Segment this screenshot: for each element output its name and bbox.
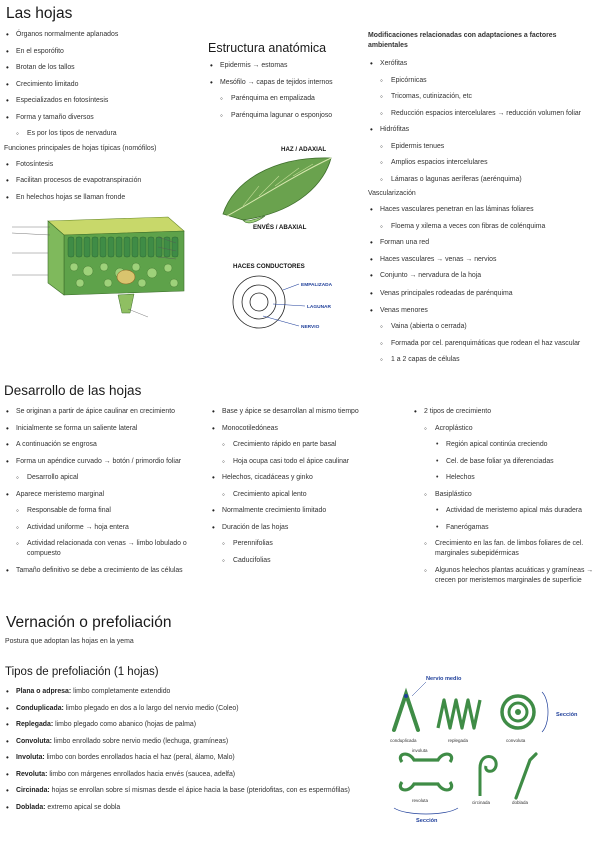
tipo-label: Revoluta:	[16, 770, 48, 778]
desarrollo-a-item: • Se originan a partir de ápice caulinar en crecimiento	[4, 407, 204, 417]
desarrollo-c-item: • Región apical continúa creciendo	[434, 440, 598, 450]
desarrollo-a-item: • Inicialmente se forma un saliente lateral	[4, 424, 204, 434]
seccion-label-2: Sección	[416, 818, 438, 824]
desarrollo-b-item: • Normalmente crecimiento limitado	[210, 506, 410, 516]
modificacion-item: ◦ Tricomas, cutinización, etc	[379, 92, 596, 102]
circinada-shape	[480, 757, 496, 797]
leaf-blade	[223, 158, 331, 220]
haces-conductores-diagram	[213, 260, 363, 330]
desarrollo-b-item: • Monocotiledóneas	[210, 424, 410, 434]
tipo-text: limbo con márgenes enrollados hacia envés (saucea, adelfa)	[47, 770, 236, 778]
desarrollo-b-item: • Helechos, cicadáceas y ginko	[210, 473, 410, 483]
desarrollo-a-item: • A continuación se engrosa	[4, 440, 204, 450]
nervio-label: NERVIO	[301, 325, 320, 330]
desarrollo-col-a	[4, 407, 204, 582]
column-modificaciones	[368, 31, 596, 372]
desarrollo-a-item: • Forma un apéndice curvado → botón / primordio foliar	[4, 457, 204, 467]
modificacion-item: • Xerófitas	[368, 59, 596, 69]
desarrollo-b-item: ◦ Perennifolias	[221, 539, 410, 549]
vernacion-heading: Vernación o prefoliación	[6, 614, 172, 631]
seccion-label-1: Sección	[556, 712, 578, 718]
desarrollo-heading: Desarrollo de las hojas	[4, 383, 142, 398]
desarrollo-c-item: ◦ Basiplástico	[423, 490, 598, 500]
tipo-text: limbo plegado en dos a lo largo del nervio medio (Coleo)	[63, 704, 239, 712]
venas-item: ◦ Formada por cel. parenquimáticas que rodean el haz vascular	[379, 339, 596, 349]
tipo-text: hojas se enrollan sobre sí mismas desde el ápice hacia la base (pteridofitas, con es espermófilas)	[49, 787, 350, 794]
tipo-prefoliacion-item	[4, 737, 379, 747]
vernacion-intro: Postura que adoptan las hojas en la yema	[5, 638, 134, 645]
desarrollo-list-a	[4, 407, 204, 576]
tipos-block	[4, 687, 379, 819]
tipo-prefoliacion-item	[4, 720, 379, 730]
modificaciones-list	[368, 59, 596, 185]
desarrollo-b-item: ◦ Crecimiento apical lento	[221, 490, 410, 500]
general-item: • Especializados en fotosíntesis	[4, 96, 199, 106]
venas-item: • Venas principales rodeadas de parénquima	[368, 289, 596, 299]
desarrollo-b-item: • Duración de las hojas	[210, 523, 410, 533]
desarrollo-c-item: • Helechos	[434, 473, 598, 483]
modificacion-item: ◦ Epidermis tenues	[379, 142, 596, 152]
venas-item: ◦ 1 a 2 capas de células	[379, 355, 596, 365]
tipo-label: Involuta:	[16, 754, 45, 761]
column-general	[4, 30, 199, 209]
general-item: • En el esporófito	[4, 47, 199, 57]
estructura-list	[208, 61, 356, 121]
tipo-label: Plana o adpresa:	[16, 688, 72, 695]
desarrollo-b-item: ◦ Caducifolias	[221, 556, 410, 566]
general-item: • Órganos normalmente aplanados	[4, 30, 199, 40]
tipo-label: Convoluta:	[16, 737, 52, 745]
desarrollo-a-item: ◦ Responsable de forma final	[15, 506, 204, 516]
circinada-label: circinada	[472, 800, 491, 805]
tipos-heading: Tipos de prefoliación (1 hojas)	[5, 666, 159, 678]
tipo-prefoliacion-item	[4, 687, 379, 697]
modificacion-item: • Hidrófitas	[368, 125, 596, 135]
vascularizacion-heading: Vascularización	[368, 190, 416, 197]
modificacion-item: ◦ Epicórnicas	[379, 76, 596, 86]
tipo-text: limbo completamente extendido	[71, 688, 171, 695]
involuta-shape	[400, 754, 451, 762]
conduplicada-label: conduplicada	[390, 738, 417, 743]
funcion-item: • Fotosíntesis	[4, 160, 199, 170]
middle-ring	[242, 285, 276, 319]
funciones-list	[4, 160, 199, 203]
general-item: • Crecimiento limitado	[4, 80, 199, 90]
tipo-text: limbo enrollado sobre nervio medio (lechuga, gramíneas)	[51, 737, 229, 745]
general-item: • Forma y tamaño diversos	[4, 113, 199, 123]
nervio-medio-label: Nervio medio	[426, 676, 462, 682]
estructura-heading: Estructura anatómica	[208, 41, 327, 55]
desarrollo-c-item: • Fanerógamas	[434, 523, 598, 533]
tipo-prefoliacion-item	[4, 803, 379, 813]
doblada-label: doblada	[512, 800, 529, 805]
column-estructura	[208, 41, 356, 127]
estructura-item: • Epidermis → estomas	[208, 61, 356, 71]
enves-label: ENVÉS / ABAXIAL	[253, 224, 307, 230]
venas-item: ◦ Vaina (abierta o cerrada)	[379, 322, 596, 332]
estructura-item: ◦ Parénquima en empalizada	[219, 94, 356, 104]
desarrollo-c-item: • Actividad de meristemo apical más duradera	[434, 506, 598, 516]
revoluta-label: revoluta	[412, 798, 429, 803]
tipo-prefoliacion-item	[4, 753, 379, 763]
general-item: • Brotan de los tallos	[4, 63, 199, 73]
venas-item: • Venas menores	[368, 306, 596, 316]
conduplicada-shape	[394, 694, 418, 730]
funcion-item: • En helechos hojas se llaman fronde	[4, 193, 199, 203]
tipo-label: Conduplicada:	[16, 704, 64, 712]
vascularizacion-item: ◦ Floema y xilema a veces con fibras de colénquima	[379, 222, 596, 232]
vascularizacion-item: • Forman una red	[368, 238, 596, 248]
estructura-item: • Mesófilo → capas de tejidos internos	[208, 78, 356, 88]
desarrollo-col-b	[210, 407, 410, 572]
prefoliacion-figure	[386, 670, 598, 826]
page-title: Las hojas	[6, 5, 73, 22]
convoluta-label: convoluta	[506, 738, 526, 743]
desarrollo-b-item: ◦ Hoja ocupa casi todo el ápice caulinar	[221, 457, 410, 467]
desarrollo-list-c	[412, 407, 598, 586]
haz-label: HAZ / ADAXIAL	[281, 146, 327, 153]
modificacion-item: ◦ Reducción espacios intercelulares → reducción volumen foliar	[379, 109, 596, 119]
vascularizacion-item: • Conjunto → nervadura de la hoja	[368, 271, 596, 281]
leaf-cross-section-diagram	[8, 213, 186, 325]
inner-ring	[250, 293, 268, 311]
tipo-label: Replegada:	[16, 721, 54, 728]
modificaciones-heading: Modificaciones relacionadas con adaptaciones a factores ambientales	[368, 32, 557, 49]
empalizada-label: EMPALIZADA	[301, 283, 333, 288]
modificacion-item: ◦ Lámaras o lagunas aeríferas (aerénquima)	[379, 175, 596, 185]
desarrollo-c-item: ◦ Algunos helechos plantas acuáticas y gramíneas → crecen por meristemos marginales de superficie	[423, 566, 598, 586]
desarrollo-c-item: • Cel. de base foliar ya diferenciadas	[434, 457, 598, 467]
desarrollo-c-item: ◦ Crecimiento en las fan. de limbos foliares de cel. marginales subepidérmicas	[423, 539, 598, 559]
leaf-haz-enves-diagram	[213, 142, 363, 230]
estructura-item: ◦ Parénquima lagunar o esponjoso	[219, 111, 356, 121]
desarrollo-a-item: • Tamaño definitivo se debe a crecimiento de las células	[4, 566, 204, 576]
vascular-bundle	[117, 270, 135, 284]
tipo-text: limbo con bordes enrollados hacia el haz (peral, álamo, Malo)	[44, 754, 235, 761]
tipo-prefoliacion-item	[4, 770, 379, 780]
lagunar-label: LAGUNAR	[307, 305, 331, 310]
desarrollo-c-item: ◦ Acroplástico	[423, 424, 598, 434]
tipo-text: extremo apical se dobla	[45, 803, 121, 811]
tipo-label: Circinada:	[16, 787, 50, 794]
desarrollo-list-b	[210, 407, 410, 566]
replegada-shape	[438, 700, 480, 728]
funciones-heading: Funciones principales de hojas típicas (nomófilos)	[4, 144, 157, 152]
desarrollo-b-item: • Base y ápice se desarrollan al mismo tiempo	[210, 407, 410, 417]
tipo-prefoliacion-item	[4, 704, 379, 714]
revoluta-shape	[400, 782, 451, 790]
vascularizacion-item: • Haces vasculares penetran en las láminas foliares	[368, 205, 596, 215]
general-list	[4, 30, 199, 139]
tipo-prefoliacion-item	[4, 786, 379, 796]
tipos-list	[4, 687, 379, 813]
desarrollo-a-item: ◦ Actividad uniforme → hoja entera	[15, 523, 204, 533]
desarrollo-a-item: ◦ Actividad relacionada con venas → limbo lobulado o compuesto	[15, 539, 204, 559]
tipo-label: Doblada:	[16, 803, 46, 811]
desarrollo-a-item: ◦ Desarrollo apical	[15, 473, 204, 483]
desarrollo-col-c	[412, 407, 598, 592]
tipo-text: limbo plegado como abanico (hojas de palma)	[53, 721, 197, 728]
haces-title: HACES CONDUCTORES	[233, 263, 305, 270]
doblada-shape	[516, 754, 536, 798]
modificacion-item: ◦ Amplios espacios intercelulares	[379, 158, 596, 168]
desarrollo-a-item: • Aparece meristemo marginal	[4, 490, 204, 500]
vascularizacion-item: • Haces vasculares → venas → nervios	[368, 255, 596, 265]
midrib	[118, 294, 134, 313]
desarrollo-b-item: ◦ Crecimiento rápido en parte basal	[221, 440, 410, 450]
funcion-item: • Facilitan procesos de evapotranspiración	[4, 176, 199, 186]
involuta-label: involuta	[412, 748, 428, 753]
venas-list	[368, 289, 596, 365]
general-item: ◦ Es por los tipos de nervadura	[15, 129, 199, 139]
vascularizacion-list	[368, 205, 596, 281]
replegada-label: replegada	[448, 738, 469, 743]
desarrollo-c-item: • 2 tipos de crecimiento	[412, 407, 598, 417]
